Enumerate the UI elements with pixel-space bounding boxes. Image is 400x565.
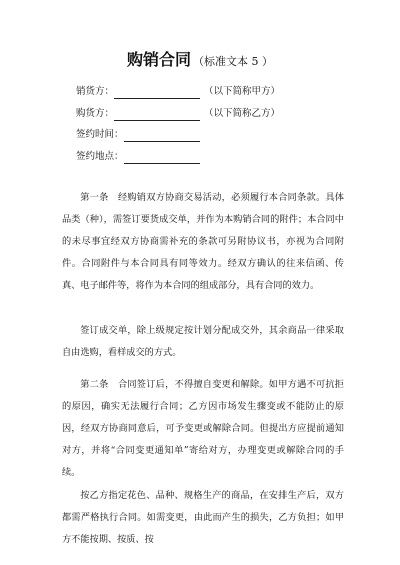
document-title: 购销合同 — [126, 50, 191, 69]
paragraph-article-2-text: 第二条 合同签订后，不得擅自变更和解除。如甲方遇不可抗拒的原因，确实无法履行合同；乙方因市场发生骤变或不能防止的原因，经双方协商同意后，可予变更或解除合同。但提出方应提前通知对方，并将“合同变更通知单”寄给对方，办理变更或解除合同的手续。 — [62, 379, 344, 478]
paragraph-article-1-text: 第一条 经购销双方协商交易活动，必须履行本合同条款。具体品类（种），需签订要货成交单，并作为本购销合同的附件；本合同中的未尽事宜经双方协商需补充的条款可另附协议书，亦视为合同附件。合同附件与本合同具有同等效力。经双方确认的往来信函、传真、电子邮件等，将作为本合同的组成部分，具有合同的效力。 — [62, 192, 344, 291]
field-sign-place — [76, 150, 200, 164]
field-seller-blank[interactable] — [114, 87, 200, 99]
field-sign-place-label: 签约地点： — [76, 151, 124, 162]
field-seller — [76, 85, 280, 99]
paragraph-article-1 — [62, 187, 344, 297]
paragraph-custom-goods — [62, 485, 344, 551]
field-sign-time-blank[interactable] — [124, 130, 200, 142]
field-sign-place-blank[interactable] — [124, 152, 200, 164]
field-sign-time-label: 签约时间： — [76, 129, 124, 140]
field-seller-label: 销货方： — [76, 86, 115, 97]
field-sign-time — [76, 128, 200, 142]
paragraph-order-form — [62, 320, 344, 364]
field-buyer — [76, 107, 280, 121]
paragraph-custom-goods-text: 按乙方指定花色、品种、规格生产的商品，在安排生产后，双方都需严格执行合同。如需变更，由此而产生的损失，乙方负担；如甲方不能按期、按质、按 — [62, 490, 344, 545]
paragraph-order-form-text: 签订成交单，除上级规定按计划分配成交外，其余商品一律采取自由选购，看样成交的方式。 — [62, 325, 344, 358]
field-buyer-note: （以下简称乙方） — [204, 108, 281, 119]
field-buyer-label: 购货方： — [76, 108, 115, 119]
paragraph-article-2 — [62, 374, 344, 484]
field-buyer-blank[interactable] — [114, 109, 200, 121]
document-subtitle: （标准文本 5 ） — [193, 55, 273, 68]
document-title-block — [0, 47, 400, 70]
field-seller-note: （以下简称甲方） — [204, 86, 281, 97]
